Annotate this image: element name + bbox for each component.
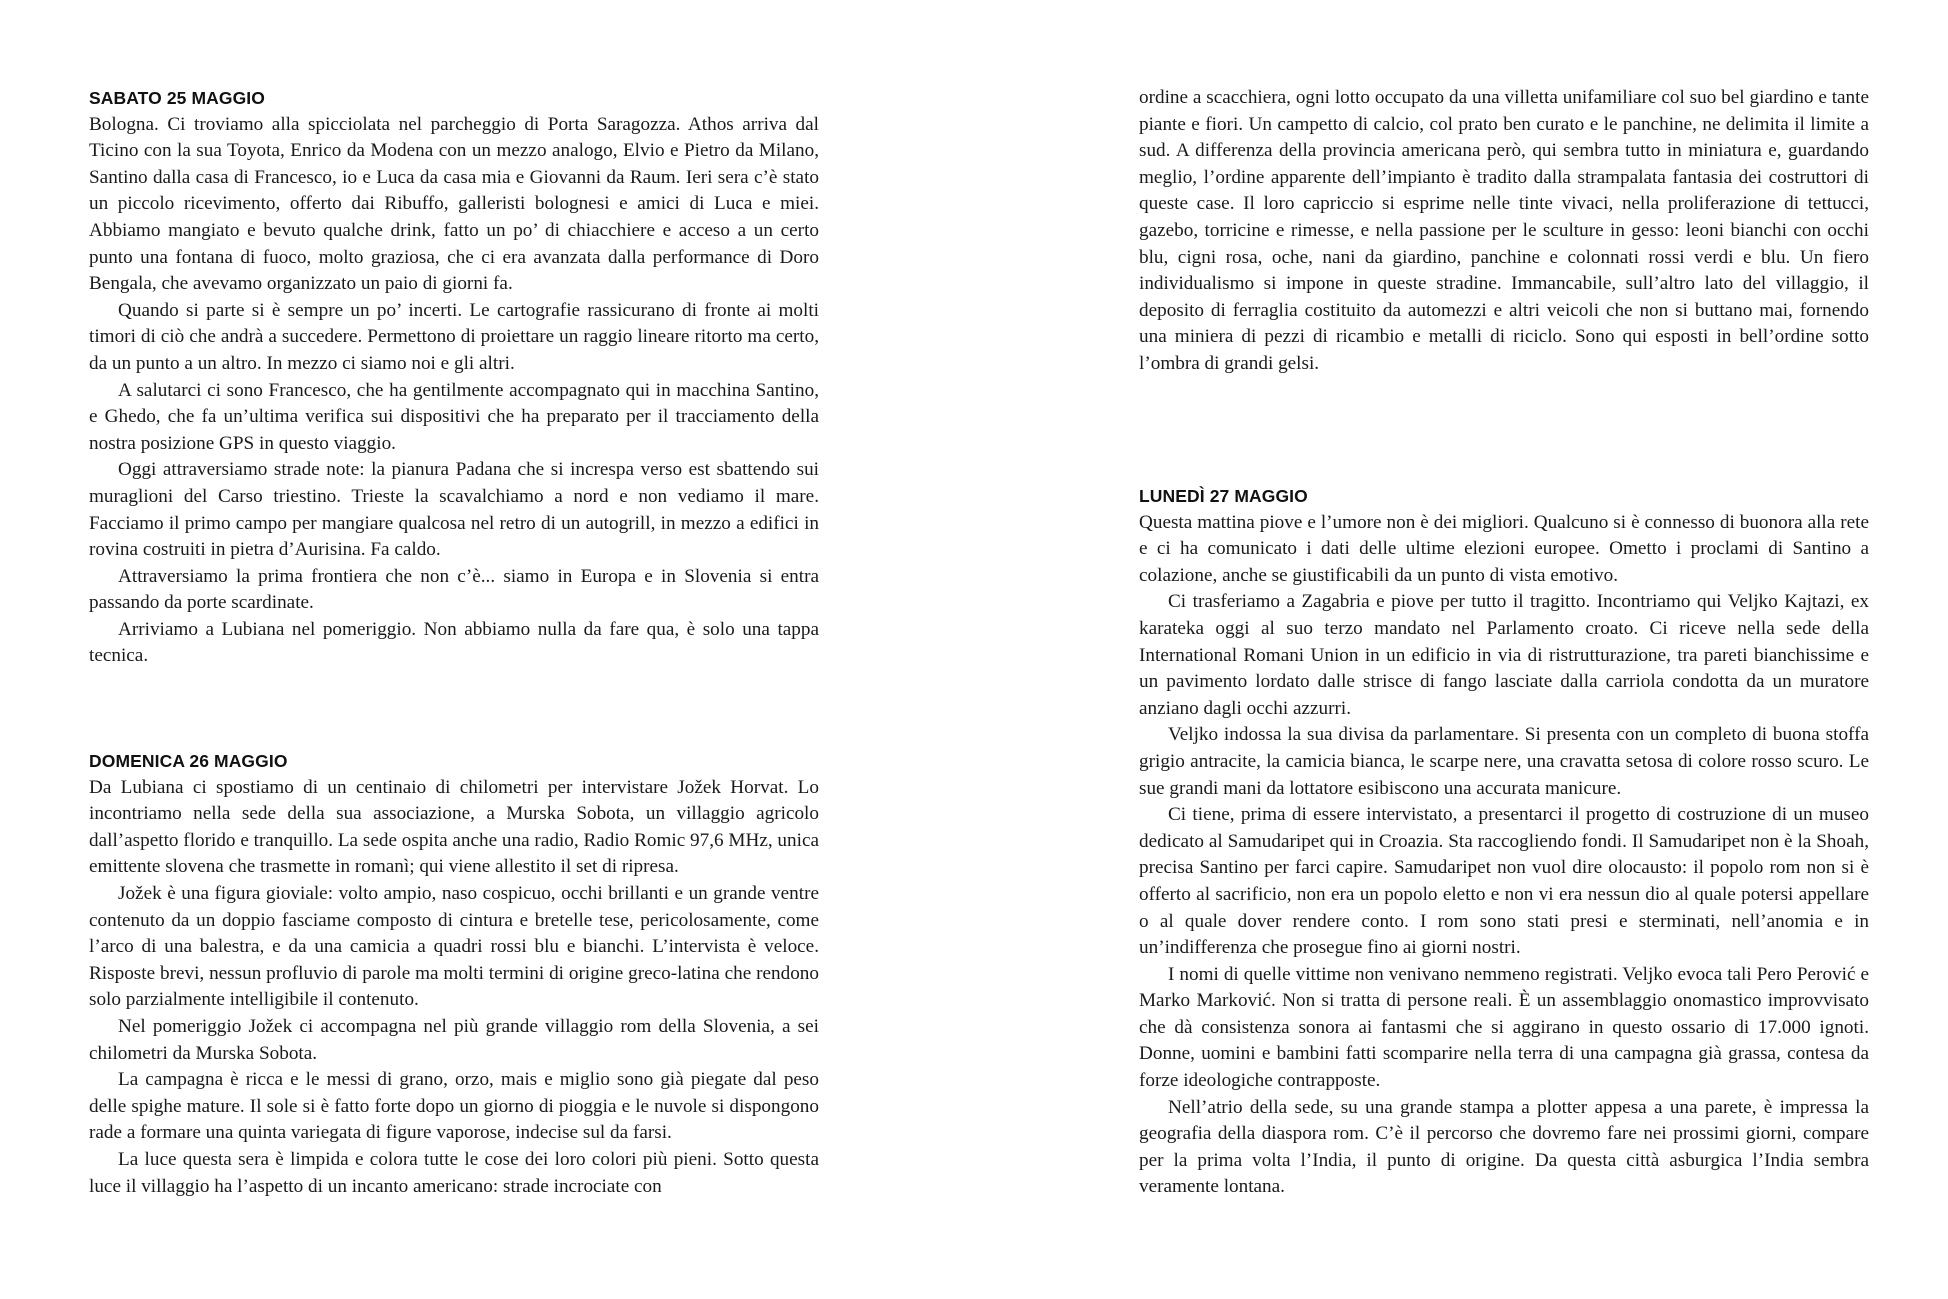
paragraph: Arriviamo a Lubiana nel pomeriggio. Non abbiamo nulla da fare qua, è solo una tappa tecnica.	[89, 618, 819, 667]
paragraph: A salutarci ci sono Francesco, che ha gentilmente accompagnato qui in macchina Santino, e Ghedo, che fa un’ultima verifica sui dispositivi che ha preparato per il tracciamento della nostra posizione GPS in questo viaggio.	[89, 379, 819, 454]
paragraph: Jožek è una figura gioviale: volto ampio, naso cospicuo, occhi brillanti e un grande ventre contenuto da un doppio fasciame composto di cintura e bretelle tese, pericolosamente, come l’arco di una balestra, e da una camicia a quadri rossi blu e bianchi. L’intervista è veloce. Risposte brevi, nessun profluvio di parole ma molti termini di origine greco-latina che rendono solo parzialmente intelligibile il contenuto.	[89, 882, 819, 1011]
paragraph: Bologna. Ci troviamo alla spicciolata nel parcheggio di Porta Saragozza. Athos arriva dal Ticino con la sua Toyota, Enrico da Modena con un mezzo analogo, Elvio e Pietro da Milano, Santino dalla casa di Francesco, io e Luca da casa mia e Giovanni da Raum. Ieri sera c’è stato un piccolo ricevimento, offerto dai Ribuffo, galleristi bolognesi e amici di Luca e miei. Abbiamo mangiato e bevuto qualche drink, fatto un po’ di chiacchiere e acceso a un certo punto una fontana di fuoco, molto graziosa, che ci era avanzata dalla performance di Doro Bengala, che avevamo organizzato un paio di giorni fa.	[89, 113, 819, 295]
entry-heading: LUNEDÌ 27 MAGGIO	[1139, 486, 1308, 506]
entry-saturday	[89, 85, 819, 670]
paragraph: Veljko indossa la sua divisa da parlamentare. Si presenta con un completo di buona stoffa grigio antracite, la camicia bianca, le scarpe nere, una cravatta setosa di colore rosso scuro. Le sue grandi mani da lottatore esibiscono una accurata manicure.	[1139, 724, 1869, 799]
paragraph: La luce questa sera è limpida e colora tutte le cose dei loro colori più pieni. Sotto questa luce il villaggio ha l’aspetto di un incanto americano: strade incrociate con	[89, 1148, 819, 1197]
right-page	[974, 0, 1948, 1299]
paragraph: La campagna è ricca e le messi di grano, orzo, mais e miglio sono già piegate dal peso delle spighe mature. Il sole si è fatto forte dopo un giorno di pioggia e le nuvole si dispongono rade a formare una quinta variegata di figure vaporose, indecise sul da farsi.	[89, 1069, 819, 1144]
paragraph: Quando si parte si è sempre un po’ incerti. Le cartografie rassicurano di fronte ai molti timori di ciò che andrà a succedere. Permettono di proiettare un raggio lineare ritorto ma certo, da un punto a un altro. In mezzo ci siamo noi e gli altri.	[89, 299, 819, 374]
paragraph: Da Lubiana ci spostiamo di un centinaio di chilometri per intervistare Jožek Horvat. Lo incontriamo nella sede della sua associazione, a Murska Sobota, un villaggio agricolo dall’aspetto florido e tranquillo. La sede ospita anche una radio, Radio Romic 97,6 MHz, unica emittente slovena che trasmette in romanì; qui viene allestito il set di ripresa.	[89, 776, 819, 878]
entry-continuation	[1139, 85, 1869, 378]
paragraph: Oggi attraversiamo strade note: la pianura Padana che si increspa verso est sbattendo sui muraglioni del Carso triestino. Trieste la scavalchiamo a nord e non vediamo il mare. Facciamo il primo campo per mangiare qualcosa nel retro di un autogrill, in mezzo a edifici in rovina costruiti in pietra d’Aurisina. Fa caldo.	[89, 459, 819, 561]
paragraph: Ci tiene, prima di essere intervistato, a presentarci il progetto di costruzione di un museo dedicato al Samudaripet qui in Croazia. Sta raccogliendo fondi. Il Samudaripet non è la Shoah, precisa Santino per farci capire. Samudaripet non vuol dire olocausto: il popolo rom non si è offerto al sacrificio, non era un popolo eletto e non vi era nessun dio al quale potersi appellare o al quale dover rendere conto. I rom sono stati presi e sterminati, nell’anomia e in un’indifferenza che prosegue fino ai giorni nostri.	[1139, 804, 1869, 959]
paragraph: Questa mattina piove e l’umore non è dei migliori. Qualcuno si è connesso di buonora alla rete e ci ha comunicato i dati delle ultime elezioni europee. Ometto i proclami di Santino a colazione, anche se giustificabili da un punto di vista emotivo.	[1139, 511, 1869, 586]
entry-sunday	[89, 748, 819, 1200]
entry-monday	[1139, 483, 1869, 1201]
paragraph: Attraversiamo la prima frontiera che non c’è... siamo in Europa e in Slovenia si entra passando da porte scardinate.	[89, 565, 819, 614]
paragraph: Nel pomeriggio Jožek ci accompagna nel più grande villaggio rom della Slovenia, a sei chilometri da Murska Sobota.	[89, 1015, 819, 1064]
entry-heading: SABATO 25 MAGGIO	[89, 88, 265, 108]
paragraph: ordine a scacchiera, ogni lotto occupato da una villetta unifamiliare col suo bel giardino e tante piante e fiori. Un campetto di calcio, col prato ben curato e le panchine, ne delimita il limite a sud. A differenza della provincia americana però, qui sembra tutto in miniatura e, guardando meglio, l’ordine apparente dell’impianto è tradito dalla strampalata fantasia dei costruttori di queste case. Il loro capriccio si esprime nelle tinte vivaci, nella proliferazione di tettucci, gazebo, torricine e rimesse, e nella passione per le sculture in gesso: leoni bianchi con occhi blu, cigni rosa, oche, nani da giardino, panchine e colonnati rossi verdi e blu. Un fiero individualismo si impone in queste stradine. Immancabile, sull’altro lato del villaggio, il deposito di ferraglia costituito da automezzi e altri veicoli che non si buttano mai, fornendo una miniera di pezzi di ricambio e metalli di riciclo. Sono qui esposti in bell’ordine sotto l’ombra di grandi gelsi.	[1139, 87, 1869, 374]
paragraph: Nell’atrio della sede, su una grande stampa a plotter appesa a una parete, è impressa la geografia della diaspora rom. C’è il percorso che dovremo fare nei prossimi giorni, compare per la prima volta l’India, il punto di origine. Da questa città asburgica l’India sembra veramente lontana.	[1139, 1096, 1869, 1198]
entry-heading: DOMENICA 26 MAGGIO	[89, 751, 288, 771]
paragraph: Ci trasferiamo a Zagabria e piove per tutto il tragitto. Incontriamo qui Veljko Kajtazi, ex karateka oggi al suo terzo mandato nel Parlamento croato. Ci riceve nella sede della International Romani Union in un edificio in via di ristrutturazione, tra pareti bianchissime e un pavimento lordato dalle strisce di fango lasciate dalla carriola condotta da un muratore anziano dagli occhi azzurri.	[1139, 591, 1869, 719]
paragraph: I nomi di quelle vittime non venivano nemmeno registrati. Veljko evoca tali Pero Perović e Marko Marković. Non si tratta di persone reali. È un assemblaggio onomastico improvvisato che dà consistenza sonora ai fantasmi che si aggirano in questo ossario di 17.000 ignoti. Donne, uomini e bambini fatti scomparire nella terra di una campagna già grassa, contesa da forze ideologiche contrapposte.	[1139, 963, 1869, 1092]
